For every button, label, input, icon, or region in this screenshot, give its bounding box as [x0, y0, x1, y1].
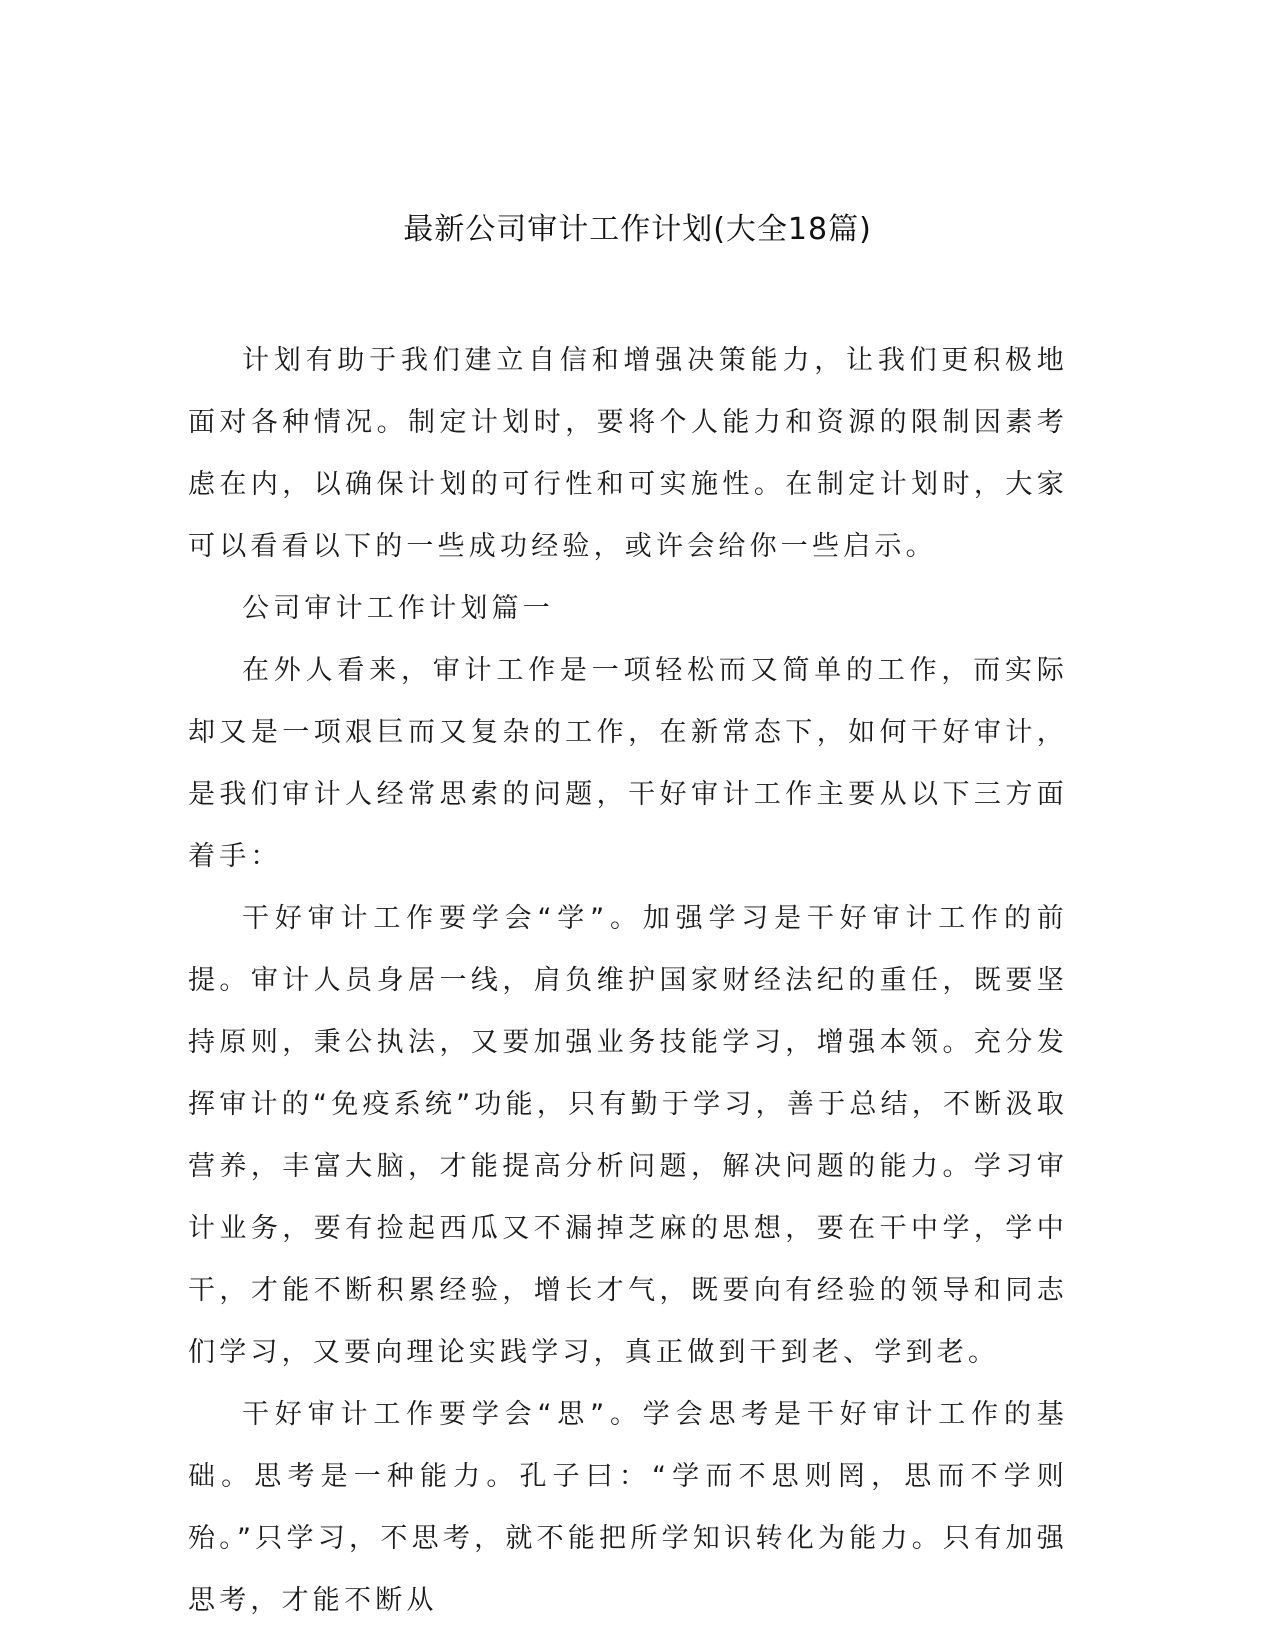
body-paragraph: 在外人看来，审计工作是一项轻松而又简单的工作，而实际却又是一项艰巨而又复杂的工作，在新常态下，如何干好审计，是我们审计人经常思索的问题，干好审计工作主要从以下三方面着手：	[188, 655, 1068, 872]
document-title: 最新公司审计工作计划(大全18篇)	[403, 212, 872, 247]
body-paragraph: 干好审计工作要学会“学”。加强学习是干好审计工作的前提。审计人员身居一线，肩负维护国家财经法纪的重任，既要坚持原则，秉公执法，又要加强业务技能学习，增强本领。充分发挥审计的“免疫系统”功能，只有勤于学习，善于总结，不断汲取营养，丰富大脑，才能提高分析问题，解决问题的能力。学习审计业务，要有捡起西瓜又不漏掉芝麻的思想，要在干中学，学中干，才能不断积累经验，增长才气，既要向有经验的领导和同志们学习，又要向理论实践学习，真正做到干到老、学到老。	[188, 903, 1068, 1368]
intro-paragraph: 计划有助于我们建立自信和增强决策能力，让我们更积极地面对各种情况。制定计划时，要将个人能力和资源的限制因素考虑在内，以确保计划的可行性和可实施性。在制定计划时，大家可以看看以下的一些成功经验，或许会给你一些启示。	[188, 345, 1068, 562]
body-paragraph: 干好审计工作要学会“思”。学会思考是干好审计工作的基础。思考是一种能力。孔子曰：“学而不思则罔，思而不学则殆。”只学习，不思考，就不能把所学知识转化为能力。只有加强思考，才能不断从	[188, 1399, 1068, 1616]
document-body	[188, 330, 1068, 1632]
section-heading: 公司审计工作计划篇一	[242, 593, 554, 624]
